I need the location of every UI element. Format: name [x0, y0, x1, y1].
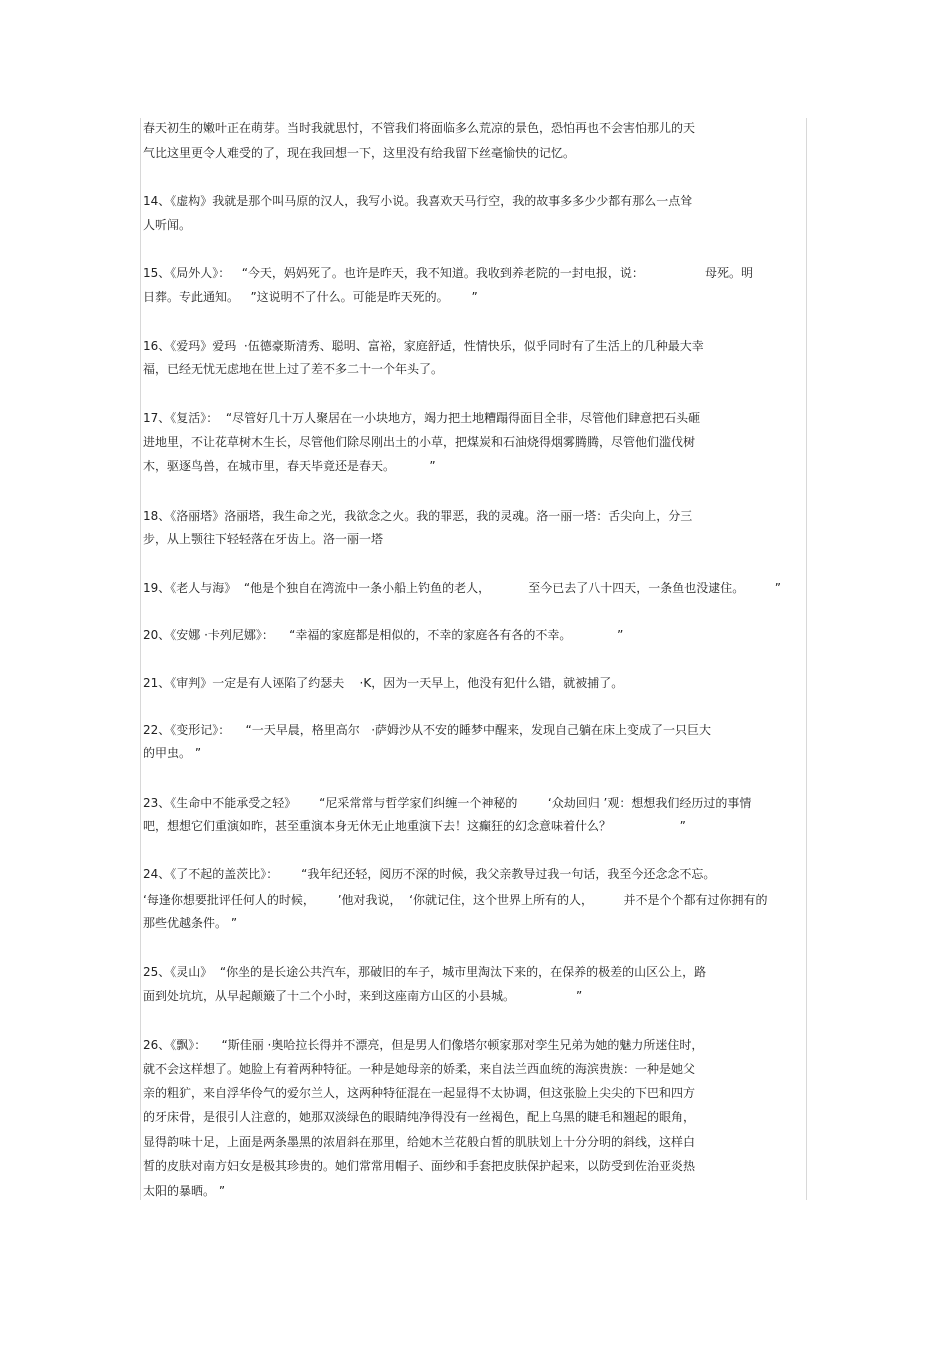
text-line: 19、《老人与海》 “他是个独自在湾流中一条小船上钓鱼的老人， 至今已去了八十四天，一条鱼也没逮住。 ” [143, 581, 781, 595]
text-line: 的甲虫。 ” [143, 746, 202, 760]
text-line: 26、《飘》： “斯佳丽 ·奥哈拉长得并不漂亮，但是男人们像塔尔顿家那对孪生兄弟为她的魅力所迷住时， [143, 1038, 704, 1052]
text-line: 的牙床骨，是很引人注意的，她那双淡绿色的眼睛纯净得没有一丝褐色，配上乌黑的睫毛和翘起的眼角， [143, 1110, 696, 1124]
text-line: ‘每逢你想要批评任何人的时候， ’他对我说， ‘你就记住，这个世界上所有的人， 并不是个个都有过你拥有的 [143, 893, 768, 907]
text-line: 那些优越条件。 ” [143, 916, 238, 930]
text-line: 25、《灵山》 “你坐的是长途公共汽车，那破旧的车子，城市里淘汰下来的，在保养的极差的山区公上，路 [143, 965, 707, 979]
left-margin-rule [140, 118, 141, 1200]
text-line: 20、《安娜 ·卡列尼娜》： “幸福的家庭都是相似的，不幸的家庭各有各的不幸。 ” [143, 628, 624, 642]
text-line: 21、《审判》一定是有人诬陷了约瑟夫 ·K，因为一天早上，他没有犯什么错，就被捕了。 [143, 676, 624, 690]
text-line: 16、《爱玛》爱玛 ·伍德豪斯清秀、聪明、富裕，家庭舒适，性情快乐，似乎同时有了生活上的几种最大幸 [143, 339, 704, 353]
right-margin-rule [806, 118, 807, 1200]
text-line: 亲的粗犷，来自浮华伶气的爱尔兰人，这两种特征混在一起显得不太协调，但这张脸上尖尖的下巴和四方 [143, 1086, 696, 1100]
text-line: 福，已经无忧无虑地在世上过了差不多二十一个年头了。 [143, 362, 444, 376]
text-line: 太阳的暴晒。 ” [143, 1184, 226, 1198]
text-line: 吧，想想它们重演如昨，甚至重演本身无休无止地重演下去！这癫狂的幻念意味着什么？ ” [143, 819, 686, 833]
text-line: 18、《洛丽塔》洛丽塔，我生命之光，我欲念之火。我的罪恶，我的灵魂。洛一丽一塔：舌尖向上，分三 [143, 509, 693, 523]
text-line: 14、《虚构》我就是那个叫马原的汉人，我写小说。我喜欢天马行空，我的故事多多少少都有那么一点耸 [143, 194, 693, 208]
text-line: 22、《变形记》： “一天早晨，格里高尔 ·萨姆沙从不安的睡梦中醒来，发现自己躺在床上变成了一只巨大 [143, 723, 712, 737]
text-line: 春天初生的嫩叶正在萌芽。当时我就思忖，不管我们将面临多么荒凉的景色，恐怕再也不会害怕那儿的天 [143, 121, 696, 135]
text-line: 气比这里更令人难受的了，现在我回想一下，这里没有给我留下丝毫愉快的记忆。 [143, 146, 576, 160]
text-line: 24、《了不起的盖茨比》： “我年纪还轻，阅历不深的时候，我父亲教导过我一句话，我至今还念念不忘。 [143, 867, 716, 881]
text-line: 进地里，不让花草树木生长，尽管他们除尽刚出土的小草，把煤炭和石油烧得烟雾腾腾，尽管他们滥伐树 [143, 435, 696, 449]
text-line: 皙的皮肤对南方妇女是极其珍贵的。她们常常用帽子、面纱和手套把皮肤保护起来，以防受到佐治亚炎热 [143, 1159, 696, 1173]
text-line: 木，驱逐鸟兽，在城市里，春天毕竟还是春天。 ” [143, 459, 436, 473]
text-line: 23、《生命中不能承受之轻》 “尼采常常与哲学家们纠缠一个神秘的 ‘众劫回归 ’观：想想我们经历过的事情 [143, 796, 752, 810]
text-line: 面到处坑坑，从早起颠簸了十二个小时，来到这座南方山区的小县城。 ” [143, 989, 583, 1003]
text-line: 就不会这样想了。她脸上有着两种特征。一种是她母亲的娇柔，来自法兰西血统的海滨贵族：一种是她父 [143, 1062, 696, 1076]
text-line: 步，从上颚往下轻轻落在牙齿上。洛一丽一塔 [143, 532, 384, 546]
text-line: 显得韵味十足，上面是两条墨黑的浓眉斜在那里，给她木兰花般白皙的肌肤划上十分分明的斜线，这样白 [143, 1135, 696, 1149]
text-line: 15、《局外人》： “今天，妈妈死了。也许是昨天，我不知道。我收到养老院的一封电报，说： 母死。明 [143, 266, 753, 280]
text-line: 日葬。专此通知。 ”这说明不了什么。可能是昨天死的。 ” [143, 290, 478, 304]
text-line: 17、《复活》： “尽管好几十万人聚居在一小块地方，竭力把土地糟蹋得面目全非，尽管他们肆意把石头砸 [143, 411, 701, 425]
text-line: 人听闻。 [143, 218, 192, 232]
